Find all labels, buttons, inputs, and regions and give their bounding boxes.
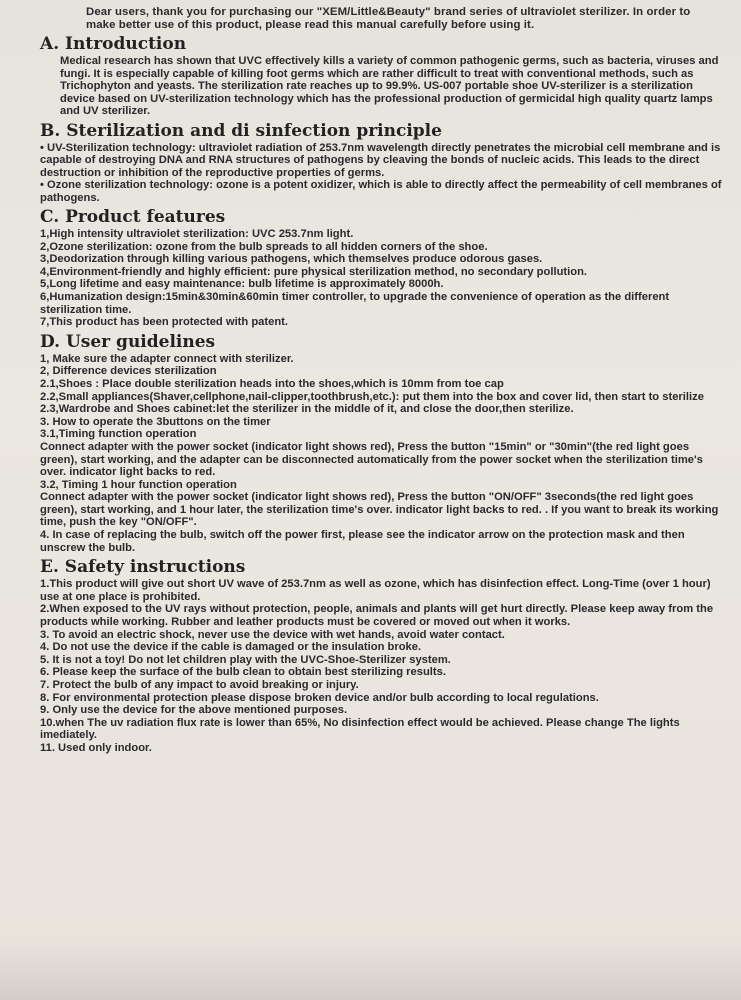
- list-item: 10.when The uv radiation flux rate is lower than 65%, No disinfection effect would be achieved. Please change The lights imediately.: [40, 716, 680, 742]
- list-item: 11. Used only indoor.: [40, 741, 152, 754]
- section-features: [40, 207, 722, 329]
- section-introduction: [40, 34, 722, 118]
- guidelines-list: [40, 353, 722, 555]
- list-item: 2,Ozone sterilization: ozone from the bulb spreads to all hidden corners of the shoe.: [40, 240, 488, 253]
- intro-paragraph: [40, 6, 722, 31]
- section-safety: [40, 557, 722, 754]
- list-item: 2, Difference devices sterilization: [40, 365, 217, 378]
- features-list: [40, 228, 722, 329]
- list-item: 2.1,Shoes : Place double sterilization heads into the shoes,which is 10mm from toe cap: [40, 377, 504, 390]
- list-item: 2.3,Wardrobe and Shoes cabinet:let the sterilizer in the middle of it, and close the door,then sterilize.: [40, 403, 574, 416]
- list-item: 3.1,Timing function operation: [40, 428, 197, 441]
- heading-guidelines: D. User guidelines: [40, 331, 216, 352]
- heading-introduction: A. Introduction: [40, 34, 187, 54]
- list-item: 3,Deodorization through killing various pathogens, which themselves produce odorous gases.: [40, 253, 543, 266]
- list-item: 4,Environment-friendly and highly efficient: pure physical sterilization method, no secondary pollution.: [40, 265, 588, 278]
- list-item: 5,Long lifetime and easy maintenance: bulb lifetime is approximately 8000h.: [40, 278, 444, 291]
- heading-features: C. Product features: [40, 207, 226, 227]
- list-item: 4. Do not use the device if the cable is damaged or the insulation broke.: [40, 641, 422, 654]
- principle-ozone: • Ozone sterilization technology: ozone is a potent oxidizer, which is able to directly affect the permeability of cell membranes of pathogens.: [40, 179, 722, 204]
- introduction-text: Medical research has shown that UVC effectively kills a variety of common pathogenic germs, such as bacteria, viruses and fungi. It is especially capable of killing foot germs which are rather difficult to treat with conventional methods, such as Trichophyton and yeasts. The sterilization rate reaches up to 99.9%. US-007 portable shoe UV-sterilizer is a sterilization device based on UV-sterilization technology which has the professional production of germicidal high quality quartz lamps and UV sterilizer.: [60, 55, 719, 117]
- list-item: 8. For environmental protection please dispose broken device and/or bulb according to local regulations.: [40, 691, 599, 704]
- list-item: 4. In case of replacing the bulb, switch off the power first, please see the indicator arrow on the protection mask and then unscrew the bulb.: [40, 529, 685, 554]
- list-item: 6,Humanization design:15min&30min&60min timer controller, to upgrade the convenience of operation as the different sterilization time.: [40, 290, 670, 316]
- page-shadow: [0, 940, 741, 1000]
- safety-list: [40, 578, 722, 754]
- list-item: 7. Protect the bulb of any impact to avoid breaking or injury.: [40, 679, 359, 691]
- list-item: 1, Make sure the adapter connect with sterilizer.: [40, 352, 294, 365]
- heading-safety: E. Safety instructions: [40, 557, 246, 578]
- section-principle: [40, 121, 722, 205]
- list-item: Connect adapter with the power socket (indicator light shows red), Press the button "ON/OFF" 3seconds(the red light goes green), start working, and 1 hour later, the sterilization time's over. indicator light backs to red. . If you want to break its working time, push the key "ON/OFF".: [40, 491, 719, 529]
- list-item: 2.When exposed to the UV rays without protection, people, animals and plants will get hurt directly. Please keep away from the products while working. Rubber and leather products must be covered or moved out when it works.: [40, 603, 714, 629]
- list-item: 6. Please keep the surface of the bulb clean to obtain best sterilizing results.: [40, 666, 446, 679]
- list-item: 3. How to operate the 3buttons on the timer: [40, 415, 271, 428]
- list-item: 2.2,Small appliances(Shaver,cellphone,nail-clipper,toothbrush,etc.): put them into the box and cover lid, then start to sterilize: [40, 390, 704, 403]
- list-item: 1.This product will give out short UV wave of 253.7nm as well as ozone, which has disinfection effect. Long-Time (over 1 hour) use at one place is prohibited.: [40, 578, 711, 603]
- list-item: 3. To avoid an electric shock, never use the device with wet hands, avoid water contact.: [40, 628, 505, 641]
- list-item: 7,This product has been protected with patent.: [40, 316, 289, 329]
- introduction-body: [40, 55, 722, 118]
- list-item: 1,High intensity ultraviolet sterilization: UVC 253.7nm light.: [40, 228, 354, 240]
- section-guidelines: [40, 332, 722, 555]
- intro-text: Dear users, thank you for purchasing our "XEM/Little&Beauty" brand series of ultraviolet sterilizer. In order to make better use of this product, please read this manual carefully before using it.: [86, 6, 691, 31]
- list-item: 9. Only use the device for the above mentioned purposes.: [40, 704, 348, 717]
- list-item: Connect adapter with the power socket (indicator light shows red), Press the button "15min" or "30min"(the red light goes green), start working, and the adapter can be disconnected automatically from the power socket when the sterilization time's over. indicator light backs to red.: [40, 440, 703, 479]
- heading-principle: B. Sterilization and di sinfection principle: [40, 120, 442, 141]
- list-item: 3.2, Timing 1 hour function operation: [40, 478, 237, 491]
- principle-uv: • UV-Sterilization technology: ultraviolet radiation of 253.7nm wavelength directly penetrates the microbial cell membrane and is capable of destroying DNA and RNA structures of pathogens by cleaving the bonds of nucleic acids. This leads to the direct destruction or inhibition of the reproductive properties of germs.: [40, 141, 721, 179]
- list-item: 5. It is not a toy! Do not let children play with the UVC-Shoe-Sterilizer system.: [40, 653, 451, 666]
- manual-content: [40, 6, 722, 755]
